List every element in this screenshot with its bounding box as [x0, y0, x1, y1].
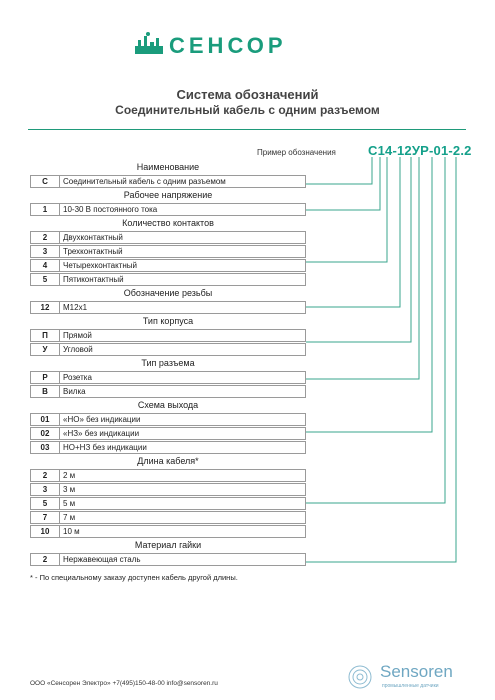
row-text: «НЗ» без индикации: [63, 429, 140, 438]
section-heading-voltage: Рабочее напряжение: [123, 190, 213, 200]
example-label: Пример обозначения: [257, 148, 336, 157]
row-text: Трехконтактный: [63, 247, 123, 256]
row-code: 12: [31, 302, 60, 313]
row-code: 3: [31, 246, 60, 257]
row-text: Вилка: [63, 387, 86, 396]
row-text: 3 м: [63, 485, 76, 494]
brand-name: Sensoren: [380, 662, 453, 681]
row-text: M12x1: [63, 303, 88, 312]
footnote: * - По специальному заказу доступен кабель другой длины.: [30, 573, 238, 582]
section-heading-name: Наименование: [136, 162, 200, 172]
row-code: С: [31, 176, 60, 187]
brand-tagline: промышленные датчики: [382, 683, 439, 689]
example-code: С14-12УР-01-2.2: [368, 143, 472, 158]
row-code: Р: [31, 372, 60, 383]
section-heading-nut-material: Материал гайки: [134, 540, 202, 550]
row-code: 01: [31, 414, 60, 425]
row-code: 2: [31, 470, 60, 481]
row-code: 2: [31, 554, 60, 565]
row-code: 4: [31, 260, 60, 271]
row-code: 03: [31, 442, 60, 453]
row-text: Нержавеющая сталь: [63, 555, 141, 564]
row-text: Розетка: [63, 373, 92, 382]
section-heading-thread: Обозначение резьбы: [123, 288, 213, 298]
section-heading-connector: Тип разъема: [141, 358, 195, 368]
row-code: В: [31, 386, 60, 397]
row-text: 7 м: [63, 513, 76, 522]
logo-text: СЕНСОР: [169, 33, 287, 56]
row-text: 10-30 В постоянного тока: [63, 205, 158, 214]
row-text: 5 м: [63, 499, 76, 508]
row-text: Соединительный кабель с одним разъемом: [63, 177, 226, 186]
section-heading-housing: Тип корпуса: [142, 316, 194, 326]
row-text: «НО» без индикации: [63, 415, 141, 424]
row-code: 1: [31, 204, 60, 215]
row-text: НО+НЗ без индикации: [63, 443, 147, 452]
row-code: 2: [31, 232, 60, 243]
section-heading-output: Схема выхода: [137, 400, 199, 410]
footer-contacts: ООО «Сенсорен Электро» +7(495)150-48-00 info@sensoren.ru: [30, 680, 218, 687]
row-code: 10: [31, 526, 60, 537]
row-code: У: [31, 344, 60, 355]
row-code: 02: [31, 428, 60, 439]
row-code: 5: [31, 274, 60, 285]
row-code: 3: [31, 484, 60, 495]
section-heading-contacts: Количество контактов: [122, 218, 214, 228]
row-code: 7: [31, 512, 60, 523]
row-text: Угловой: [63, 345, 93, 354]
row-code: П: [31, 330, 60, 341]
page-subtitle: Соединительный кабель с одним разъемом: [115, 103, 380, 117]
page-title: Система обозначений: [176, 87, 319, 102]
row-text: 2 м: [63, 471, 76, 480]
section-heading-cable-length: Длина кабеля*: [137, 456, 199, 466]
row-text: Пятиконтактный: [63, 275, 124, 284]
row-text: 10 м: [63, 527, 80, 536]
row-text: Двухконтактный: [63, 233, 123, 242]
row-code: 5: [31, 498, 60, 509]
row-text: Прямой: [63, 331, 92, 340]
row-text: Четырехконтактный: [63, 261, 138, 270]
